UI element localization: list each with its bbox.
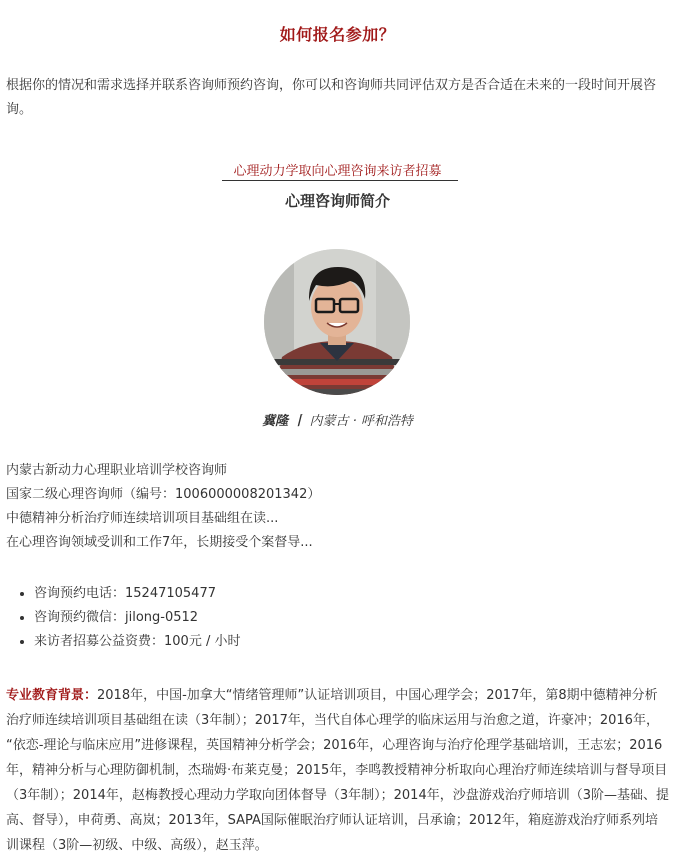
education-background-label: 专业教育背景： [6,688,98,703]
education-background-text: 2018年，中国-加拿大“情绪管理师”认证培训项目，中国心理学会；2017年，第8期中德精神分析治疗师连续培训项目基础组在读（3年制）；2017年，当代自体心理学的临床运用与治愈之道，许豪冲；2016年， “依恋-理论与临床应用”进修课程，英国精神分析学会；2016年，心理咨询与治疗伦理学基础培训，王志宏；2016年，精神分析与心理防御机制，杰瑞姆·布莱克曼；2015年，李鸣教授精神分析取向心理治疗师连续培训与督导项目（3年制）；2014年，赵梅教授心理动力学取向团体督导（3年制）；2014年，沙盘游戏治疗师培训（3阶—基础、提高、督导），申荷勇、高岚；2013年，SAPA国际催眠治疗师认证培训，吕承谕；2012年，箱庭游戏治疗师系列培训课程（3阶—初级、中级、高级），赵玉萍。 [6,688,669,853]
counselor-avatar [264,249,410,395]
counselor-name: 冀隆 [262,414,289,429]
counselor-caption [0,410,675,429]
page-title: 如何报名参加？ [279,25,396,44]
contact-phone: • 咨询预约电话：15247105477 [34,582,674,606]
education-background [6,683,670,858]
counselor-location: 内蒙古 · 呼和浩特 [309,414,413,429]
intro-paragraph: 根据你的情况和需求选择并联系咨询师预约咨询，你可以和咨询师共同评估双方是否合适在未来的一段时间开展咨询。 [6,78,657,117]
credential-line: 国家二级心理咨询师（编号：1006000008201342） [6,487,321,502]
credential-line: 中德精神分析治疗师连续培训项目基础组在读... [6,511,279,526]
contact-fee: • 来访者招募公益资费：100元 / 小时 [34,630,674,654]
caption-separator: 丨 [292,414,306,429]
counselor-photo [264,249,410,395]
counselor-credentials [6,459,670,555]
subtitle-divider [222,180,458,181]
recruitment-subtitle: 心理动力学取向心理咨询来访者招募 [233,164,442,179]
contact-wechat: • 咨询预约微信：jilong-0512 [34,606,674,630]
credential-line: 在心理咨询领域受训和工作7年，长期接受个案督导... [6,535,313,550]
credential-line: 内蒙古新动力心理职业培训学校咨询师 [6,463,228,478]
contact-list [14,582,674,654]
counselor-intro-heading: 心理咨询师简介 [284,192,390,210]
